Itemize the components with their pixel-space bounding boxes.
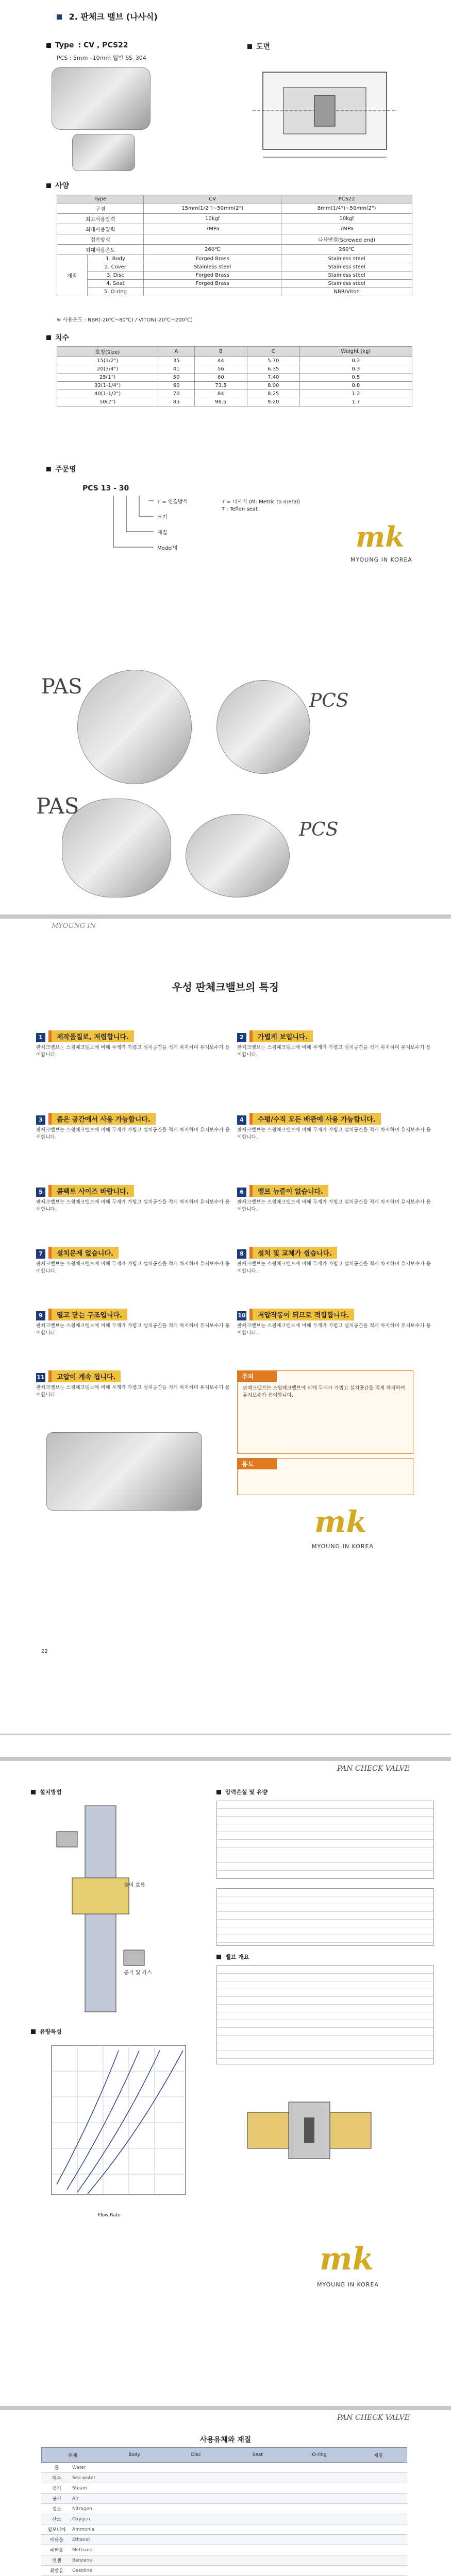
product-photo-front [52, 67, 151, 130]
use-title: 용도 [238, 1459, 277, 1469]
feature-5: 5 콤팩트 사이즈 바랍니다. 판체크밸브는 스윙체크밸브에 비해 무게가 가볍고 설치공간을 적게 차지하며 유지보수가 용이합니다. [36, 1185, 232, 1213]
brand-logo-subtitle: MYOUNG IN KOREA [317, 2281, 379, 2288]
spec-summary-heading: 밸브 개요 [216, 1953, 249, 1961]
bullet-icon [247, 44, 252, 49]
materials-title: 사용유체와 재질 [199, 2436, 252, 2444]
table-row: 증기 Steam [41, 2483, 407, 2494]
pressure-table [216, 1801, 434, 1879]
pan-check-title: PAN CHECK VALVE [337, 2414, 410, 2422]
pas-photo-1 [77, 670, 192, 784]
table-row: 최대사용온도 260℃ 260℃ [57, 245, 412, 255]
model-line-1: T = 연결방식 [157, 499, 188, 505]
table-row: 4. Seat Forged Brass Stainless steel [57, 280, 412, 288]
brand-logo-subtitle: MYOUNG IN KOREA [312, 1543, 374, 1550]
product-photo-side [72, 134, 135, 171]
spec-table [57, 195, 412, 296]
pressure-heading: 압력손실 및 유량 [216, 1788, 268, 1796]
spec-page [0, 0, 451, 649]
drawing-heading: 도면 [247, 41, 270, 52]
feature-10: 10 저압작동이 되므로 적합합니다. 판체크밸브는 스윙체크밸브에 비해 무게가 가볍고 설치공간을 적게 차지하며 유지보수가 용이합니다. [237, 1309, 433, 1337]
caution-text: 판체크밸브는 스윙체크밸브에 비해 무게가 가볍고 설치공간을 적게 차지하며 유지보수가 용이합니다. [243, 1385, 405, 1398]
spec-summary-table [216, 1965, 434, 2064]
chart-x-label: Flow Rate [98, 2213, 121, 2218]
dims-table [57, 346, 412, 406]
table-row: 질소 Nitrogen [41, 2504, 407, 2514]
model-note-2: T : Teflon seat [222, 506, 258, 512]
table-row: 3. Disc Forged Brass Stainless steel [57, 272, 412, 280]
table-header: 유체 Body Disc Seat O-ring 재질 [41, 2447, 407, 2463]
type-subtitle: PCS : 5mm~10mm 일반 SS_304 [57, 55, 146, 61]
table-row: 메탄올 Methanol [41, 2545, 407, 2555]
model-line-3: 재질 [157, 530, 168, 536]
model-note-1: T = 나사식 (M: Metric to metal) [222, 499, 300, 505]
brand-logo: mk [356, 520, 405, 553]
pressure-table-2 [216, 1888, 434, 1946]
page-divider [0, 1734, 451, 1735]
feature-8: 8 설치 및 교체가 쉽습니다. 판체크밸브는 스윙체크밸브에 비해 무게가 가볍고 설치공간을 적게 차지하며 유지보수가 용이합니다. [237, 1247, 433, 1275]
bullet-icon [46, 467, 51, 471]
table-row: 호칭(Size) A B C Weight (kg) [57, 347, 412, 357]
pan-check-title: PAN CHECK VALVE [337, 1765, 410, 1773]
table-row: 벤젠 Benzene [41, 2555, 407, 2566]
caution-box [237, 1370, 413, 1454]
install-diagram [36, 1801, 165, 2017]
brand-logo: mk [314, 1504, 367, 1539]
brand-logo-subtitle: MYOUNG IN KOREA [350, 556, 412, 563]
pcs-label-1: PCS [309, 690, 349, 711]
table-row: 암모니아 Ammonia [41, 2524, 407, 2535]
spec-heading: 사양 [46, 180, 69, 191]
bullet-icon [31, 2029, 36, 2034]
feature-2: 2 가볍게 보입니다. 판체크밸브는 스윙체크밸브에 비해 무게가 가볍고 설치공간을 적게 차지하며 유지보수가 용이합니다. [237, 1030, 433, 1059]
dims-heading: 치수 [46, 332, 69, 343]
table-row: 20(3/4") 41 56 6.35 0.3 [57, 365, 412, 374]
bullet-icon [31, 1790, 36, 1794]
model-code: PCS 13 - 30 [82, 484, 129, 493]
feature-9: 9 열고 닫는 구조입니다. 판체크밸브는 스윙체크밸브에 비해 무게가 가볍고 설치공간을 적게 차지하며 유지보수가 용이합니다. [36, 1309, 232, 1337]
chart-heading: 유량특성 [31, 2027, 62, 2036]
table-row: 공기 Air [41, 2494, 407, 2504]
table-row: Type CV PCS22 [57, 195, 412, 204]
title-marker [57, 14, 62, 20]
materials-page [0, 2432, 451, 2576]
flow-label-b: 공기 및 가스 [124, 1970, 152, 1976]
page-band [0, 914, 451, 919]
feature-1: 1 제작품질로, 저렴합니다. 판체크밸브는 스윙체크밸브에 비해 무게가 가볍고 설치공간을 적게 차지하며 유지보수가 용이합니다. [36, 1030, 232, 1059]
table-row: 5. O-ring NBR/Viton [57, 288, 412, 296]
performance-page [0, 1783, 451, 2360]
feature-6: 6 밸브 뉴즐이 없습니다. 판체크밸브는 스윙체크밸브에 비해 무게가 가볍고 설치공간을 적게 차지하며 유지보수가 용이합니다. [237, 1185, 433, 1213]
model-line-4: Model명 [157, 546, 178, 551]
flow-chart [36, 2040, 191, 2210]
materials-rows [41, 2463, 407, 2576]
table-row: 50(2") 85 98.5 9.20 1.7 [57, 398, 412, 406]
feature-4: 4 수평/수직 모든 배관에 사용 가능합니다. 판체크밸브는 스윙체크밸브에 비해 무게가 가볍고 설치공간을 적게 차지하며 유지보수가 용이합니다. [237, 1113, 433, 1141]
type-row: Type : CV , PCS22 [46, 41, 128, 49]
feature-photo [46, 1432, 202, 1511]
spec-note: ※ 사용온도 : NBR(-20℃~80℃) / VITON(-20℃~200℃) [57, 317, 193, 323]
table-row: 산소 Oxygen [41, 2514, 407, 2524]
page-band [0, 1757, 451, 1761]
page-band [0, 2406, 451, 2410]
section-title: 2. 판체크 밸브 (나사식) [57, 10, 158, 22]
table-row: 물 Water [41, 2463, 407, 2473]
table-row: 32(1-1/4") 60 73.5 8.00 0.8 [57, 382, 412, 390]
table-row: 최고사용압력 10kgf 10kgf [57, 214, 412, 224]
bullet-icon [216, 1955, 221, 1959]
table-row: 40(1-1/2") 70 84 8.25 1.2 [57, 390, 412, 398]
table-row: 15(1/2") 35 44 5.70 0.2 [57, 357, 412, 365]
install-heading: 설치방법 [31, 1788, 62, 1796]
feature-3: 3 좁은 공간에서 사용 가능합니다. 판체크밸브는 스윙체크밸브에 비해 무게가 가볍고 설치공간을 적게 차지하며 유지보수가 용이합니다. [36, 1113, 232, 1141]
brand-watermark: MYOUNG IN [52, 922, 96, 930]
bullet-icon [46, 183, 51, 188]
bullet-icon [46, 335, 51, 340]
valve-cross-section [242, 2097, 376, 2164]
table-row: 구경 15mm(1/2")~50mm(2") 8mm(1/4")~50mm(2") [57, 204, 412, 214]
feature-11: 11 고압이 계속 됩니다. 판체크밸브는 스윙체크밸브에 비해 무게가 가볍고 설치공간을 적게 차지하며 유지보수가 용이합니다. [36, 1370, 232, 1399]
feature-7: 7 설치문제 없습니다. 판체크밸브는 스윙체크밸브에 비해 무게가 가볍고 설치공간을 적게 차지하며 유지보수가 용이합니다. [36, 1247, 232, 1275]
section-drawing [242, 57, 417, 170]
table-row: 휘발유 Gasoline [41, 2566, 407, 2576]
pcs-photo-2 [186, 814, 290, 897]
page-number: 22 [41, 1649, 48, 1654]
features-page [0, 943, 451, 1664]
caution-title: 주의 [238, 1371, 277, 1382]
table-row: 해수 Sea water [41, 2473, 407, 2483]
bullet-icon [46, 43, 51, 48]
use-box [237, 1458, 413, 1495]
flow-label-a: 물의 흐름 [124, 1883, 145, 1888]
brand-logo: mk [320, 2241, 374, 2277]
pcs-label-2: PCS [299, 819, 339, 840]
table-row: 에탄올 Ethanol [41, 2535, 407, 2545]
model-line-2: 크기 [157, 515, 168, 520]
table-row: 2. Cover Stainless steel Stainless steel [57, 263, 412, 272]
table-row: 25(1") 50 60 7.40 0.5 [57, 374, 412, 382]
table-row: 접속방식 나사연결(Screwed end) [57, 234, 412, 245]
bullet-icon [216, 1790, 221, 1794]
features-title: 우성 판체크밸브의 특징 [172, 981, 279, 993]
pcs-photo-1 [216, 680, 310, 774]
table-row: 최대사용압력 7MPa 7MPa [57, 224, 412, 234]
pas-label-2: PAS [36, 793, 79, 819]
model-code-tree [103, 496, 155, 552]
pas-label-1: PAS [41, 675, 82, 699]
materials-table [41, 2447, 407, 2576]
photo-page [0, 649, 451, 907]
table-row: 재질 1. Body Forged Brass Stainless steel [57, 255, 412, 263]
model-heading: 주문명 [46, 464, 76, 474]
